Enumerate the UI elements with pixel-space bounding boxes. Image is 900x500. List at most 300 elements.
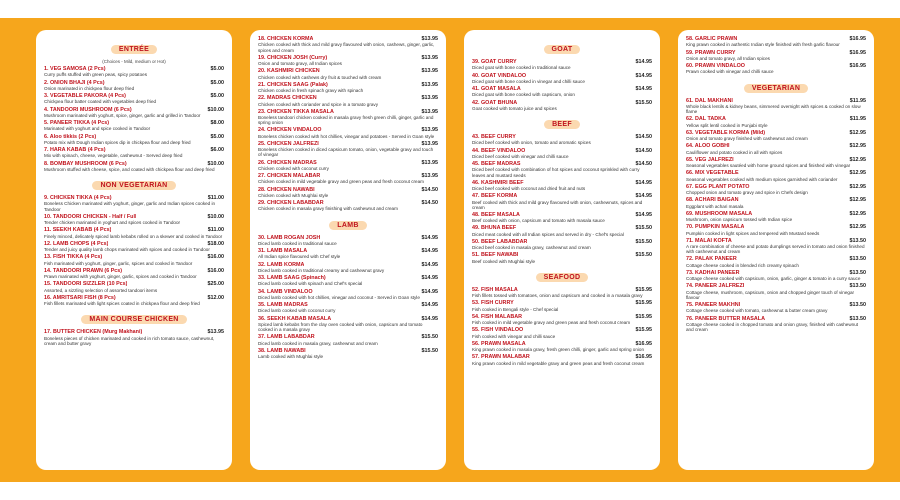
menu-item-description: Boneless Chicken marinated with yoghurt, ginger, garlic and Indian spices cooked in Tandoor: [44, 201, 216, 212]
menu-item-description: Diced beef cooked with vinegar and chilli sauce: [472, 153, 569, 159]
menu-item-name: 22. MADRAS CHICKEN: [258, 95, 317, 102]
menu-item-name: 26. CHICKEN MADRAS: [258, 159, 317, 166]
menu-item: [44, 66, 224, 78]
menu-item-description: Diced goat with bone cooked in vinegar and chilli sauce: [472, 78, 585, 84]
section-heading: [44, 174, 224, 192]
menu-item-description: Diced goat with bone cooked in traditional sauce: [472, 65, 571, 71]
menu-item-price: $14.95: [421, 275, 438, 282]
menu-item: [472, 73, 652, 85]
menu-item-description: Onion and tomato gravy, all Indian spices: [258, 61, 342, 66]
menu-item-price: $15.95: [635, 327, 652, 334]
menu-item-description: Diced goat with bone cooked with capsicum, onion: [472, 92, 575, 98]
menu-item: [472, 180, 652, 192]
menu-item: [686, 270, 866, 282]
menu-item-price: $15.50: [635, 238, 652, 245]
menu-item-description: Chicken cooked with thick and mild gravy flavoured with onion, cashews, ginger, garlic, spices and cream: [258, 42, 435, 53]
menu-item-description: Mushroom stuffed with cheese, spice, and coated with chickpea flour and deep fried: [44, 166, 215, 172]
menu-item: [472, 300, 652, 312]
menu-item-name: 51. BEEF NAWABI: [472, 252, 519, 259]
menu-item-price: $14.95: [421, 261, 438, 268]
menu-item-name: 19. CHICKEN JOSH (Curry): [258, 54, 328, 61]
menu-item-description: Fish cooked in Bengali style - Chef special: [472, 306, 559, 312]
menu-item-description: Boneless chicken cooked with hot chillies, vinegar and potatoes - Served in Goan style: [258, 133, 435, 139]
menu-item-price: $25.00: [207, 281, 224, 288]
menu-item: [44, 241, 224, 253]
menu-item-name: 54. FISH MALABAR: [472, 313, 523, 320]
menu-item-price: $14.50: [421, 200, 438, 207]
menu-item: [44, 93, 224, 105]
menu-item-price: $16.95: [849, 36, 866, 42]
menu-item-description: Diced beef cooked with combination of hot spices and coconut sprinkled with curry leaves and mustard seeds: [472, 167, 640, 178]
menu-item-name: 34. LAMB VINDALOO: [258, 288, 313, 295]
menu-item-price: $12.95: [849, 224, 866, 231]
menu-item-description: Mushroom, onion capsicum tossed with Indian spice: [686, 217, 793, 222]
menu-item-name: 75. PANEER MAKHNI: [686, 302, 741, 309]
menu-item-name: 11. SEEKH KABAB (4 Pcs): [44, 227, 112, 234]
section-heading: [258, 214, 438, 232]
menu-item-description: Potato mix with Dough Indian spices dip in chickpea flour and deep fried: [44, 139, 191, 145]
menu-item: [258, 95, 438, 107]
menu-item-description: King prawn cooked in authentic Indian style finished with fresh garlic flavour: [686, 42, 840, 48]
menu-item-name: 36. SEEKH KABAB MASALA: [258, 315, 332, 322]
menu-item-description: All Indian spice flavoured with Chef style: [258, 254, 341, 260]
menu-item-name: 64. ALOO GOBHI: [686, 143, 730, 150]
menu-item-price: $5.00: [210, 79, 224, 86]
menu-item: [472, 341, 652, 353]
menu-item-price: $14.95: [635, 59, 652, 65]
menu-item-name: 14. TANDOORI PRAWN (6 Pcs): [44, 267, 123, 274]
menu-item-description: Mushroom marinated with yoghurt, spice, ginger, garlic and grilled in Tandoor: [44, 112, 201, 118]
menu-item: [44, 107, 224, 119]
menu-item: [44, 254, 224, 266]
menu-item-price: $10.00: [207, 213, 224, 220]
menu-item-name: 60. PRAWN VINDALOO: [686, 63, 746, 69]
menu-item-name: 28. CHICKEN NAWABI: [258, 186, 315, 193]
menu-item: [258, 289, 438, 301]
menu-item-name: 47. BEEF KORMA: [472, 193, 518, 200]
menu-item: [686, 302, 866, 314]
menu-item-price: $14.50: [635, 161, 652, 167]
menu-item-name: 40. GOAT VINDALOO: [472, 72, 527, 79]
menu-item-description: Cottage cheese cooked with capsicum, onion, garlic, ginger & tomato in a curry sauce: [686, 276, 861, 282]
menu-item: [686, 63, 866, 75]
menu-item-price: $16.00: [207, 267, 224, 274]
menu-item-price: $13.95: [421, 95, 438, 102]
menu-item-name: 76. PANEER BUTTER MASALA: [686, 315, 765, 322]
menu-item-price: $14.95: [421, 288, 438, 295]
menu-item-name: 63. VEGETABLE KORMA (Mild): [686, 129, 766, 136]
menu-item-price: $13.50: [849, 302, 866, 309]
menu-item: [472, 314, 652, 326]
menu-item: [686, 184, 866, 196]
menu-item: [472, 212, 652, 224]
menu-item: [258, 36, 438, 53]
section-heading: [472, 113, 652, 131]
menu-item-price: $12.95: [849, 143, 866, 150]
menu-item: [44, 147, 224, 159]
menu-item: [44, 268, 224, 280]
menu-panel-2: [250, 30, 446, 470]
menu-item: [258, 235, 438, 247]
menu-item-price: $15.50: [635, 99, 652, 106]
menu-item: [258, 109, 438, 126]
menu-item-description: Diced beef cooked with coconut and dried fruit and nuts: [472, 186, 586, 191]
menu-item-name: 5. PANEER TIKKA (4 Pcs): [44, 120, 109, 126]
menu-item-name: 7. HARA KABAB (4 Pcs): [44, 147, 106, 153]
menu-item-price: $5.00: [210, 93, 224, 99]
section-title: LAMB: [329, 221, 366, 230]
menu-item: [258, 316, 438, 333]
menu-item-price: $15.50: [421, 334, 438, 341]
menu-item-description: Chicken cooked with coriander and spice in a tomato gravy: [258, 101, 379, 107]
menu-item-price: $14.95: [421, 248, 438, 255]
menu-item-name: 6. Aloo tikkis (2 Pcs): [44, 133, 97, 140]
menu-item-name: 46. KASHMIRI BEEF: [472, 179, 524, 186]
menu-item-name: 24. CHICKEN VINDALOO: [258, 127, 322, 134]
menu-item: [258, 302, 438, 314]
menu-item-description: Beef cooked with Mughlai style: [472, 258, 536, 264]
menu-item-description: Tender chicken marinated in yoghurt and spices cooked in Tandoor: [44, 220, 181, 225]
menu-item-name: 72. PALAK PANEER: [686, 256, 737, 263]
menu-item-price: $14.95: [635, 86, 652, 92]
menu-item-name: 13. FISH TIKKA (4 Pcs): [44, 254, 103, 261]
menu-item-price: $11.00: [207, 195, 224, 201]
menu-item: [686, 143, 866, 155]
menu-item-description: Onion and tomato gravy finished with cashewnut and cream: [686, 136, 808, 141]
menu-item: [686, 116, 866, 128]
menu-item-name: 71. MALAI KOFTA: [686, 237, 732, 244]
menu-item-price: $6.00: [210, 147, 224, 153]
menu-item-description: Fish fillets tossed with tomatoes, onion and capsicum and cooked in a masala gravy: [472, 293, 643, 299]
menu-item-name: 39. GOAT CURRY: [472, 59, 517, 65]
menu-item-price: $12.95: [849, 156, 866, 163]
menu-item-name: 61. DAL MAKHANI: [686, 97, 733, 104]
menu-item-name: 32. LAMB KORMA: [258, 261, 305, 268]
menu-item-price: $12.00: [207, 294, 224, 301]
menu-item-name: 12. LAMB CHOPS (4 Pcs): [44, 240, 109, 247]
section-heading: [44, 38, 224, 56]
section-title: GOAT: [544, 45, 581, 54]
menu-item-name: 58. GARLIC PRAWN: [686, 36, 738, 42]
menu-item-name: 31. LAMB MASALA: [258, 248, 308, 255]
menu-item-name: 66. MIX VEGETABLE: [686, 170, 739, 177]
menu-item-description: Prawn cooked with vinegar and chilli sauce: [686, 69, 774, 75]
menu-item-name: 37. LAMB LABABDAR: [258, 334, 315, 341]
menu-item-name: 70. PUMPKIN MASALA: [686, 224, 745, 231]
menu-item-price: $13.50: [849, 269, 866, 276]
menu-item-name: 1. VEG SAMOSA (2 Pcs): [44, 66, 106, 72]
menu-item-description: Seasonal vegetables sautéed with home ground spices and finished with vinegar: [686, 163, 851, 168]
menu-item: [44, 227, 224, 239]
menu-item-price: $10.00: [207, 160, 224, 167]
menu-item-price: $15.95: [635, 300, 652, 307]
menu-item: [686, 130, 866, 142]
menu-item-price: $13.50: [849, 283, 866, 290]
menu-item-name: 50. BEEF LABABDAR: [472, 238, 528, 245]
menu-item-description: Spiced lamb kebabs from the clay oven cooked with onion, capsicum and tomato cooked in a masala gravy: [258, 321, 423, 333]
menu-item-price: $14.50: [421, 186, 438, 193]
menu-item-price: $16.95: [635, 354, 652, 361]
menu-item-price: $13.95: [421, 81, 438, 88]
menu-item-name: 23. CHICKEN TIKKA MASALA: [258, 108, 334, 115]
menu-item: [472, 193, 652, 210]
menu-item-name: 74. PANEER JALFREZI: [686, 283, 745, 290]
menu-item-description: Diced lamb cooked with coconut curry: [258, 308, 336, 314]
menu-item-description: Whole black lentils & kidney beans, simmered overnight with spices & cooked on slow flame: [686, 103, 861, 114]
menu-item-description: Fish fillets marinated with light spices coated in chickpea flour and deep fried: [44, 301, 200, 306]
menu-item-description: Beef cooked with thick and mild gravy flavoured with onion, cashewnuts, spices and cream: [472, 199, 643, 210]
menu-item-name: 42. GOAT BHUNA: [472, 99, 518, 106]
menu-item-price: $13.95: [421, 36, 438, 42]
menu-item: [686, 50, 866, 62]
menu-item-description: Diced lamb cooked with hot chillies, vinegar and coconut - Served in Goan style: [258, 294, 420, 300]
menu-item-price: $11.95: [849, 97, 866, 104]
menu-item: [258, 55, 438, 67]
menu-item-description: Chickpea flour batter coated with vegetables deep fried: [44, 99, 157, 105]
menu-item: [686, 211, 866, 223]
menu-item-name: 33. LAMB SAAG (Spinach): [258, 275, 326, 282]
menu-item: [258, 82, 438, 94]
menu-item-description: Chicken cooked with coconut curry: [258, 165, 329, 171]
menu-item-price: $10.00: [207, 106, 224, 113]
menu-item-price: $14.95: [421, 234, 438, 241]
menu-item-description: Diced lamb cooked with spinach and Chef's special: [258, 281, 363, 287]
menu-item-price: $5.00: [210, 133, 224, 140]
menu-item: [686, 197, 866, 209]
menu-item-price: $13.95: [421, 68, 438, 75]
menu-item-description: King prawn cooked in mild vegetable gravy and green peas and fresh coconut cream: [472, 360, 645, 366]
menu-item: [258, 127, 438, 139]
menu-item-price: $16.95: [849, 49, 866, 56]
menu-item-name: 3. VEGETABLE PAKORA (4 Pcs): [44, 93, 126, 99]
menu-item-description: Cauliflower and potato cooked in all with spices: [686, 149, 783, 155]
menu-item: [686, 98, 866, 115]
section-title: NON VEGETARIAN: [92, 181, 175, 190]
menu-item-description: King prawn cooked in masala gravy, fresh green chilli, ginger, garlic and spring onion: [472, 347, 645, 353]
menu-item-name: 10. TANDOORI CHICKEN - Half / Full: [44, 213, 137, 220]
menu-item-name: 48. BEEF MASALA: [472, 211, 520, 218]
menu-item-name: 49. BHUNA BEEF: [472, 225, 517, 232]
menu-item-price: $13.95: [421, 159, 438, 166]
menu-item: [44, 161, 224, 173]
section-note: (Choices - Mild, medium or Hot): [102, 59, 166, 64]
section-heading: [686, 77, 866, 95]
menu-item-description: Lamb cooked with Mughlai style: [258, 354, 324, 360]
menu-item-price: $15.50: [635, 225, 652, 232]
menu-item-description: Chicken cooked with cashews dry fruit & touched with cream: [258, 74, 382, 80]
menu-item-description: Diced beef cooked with onion, tomato and aromatic spices: [472, 140, 591, 146]
menu-item-description: Chicken cooked with Mughlai style: [258, 192, 329, 198]
menu-item-price: $16.00: [207, 254, 224, 261]
menu-item-price: $12.95: [849, 210, 866, 217]
menu-item-name: 41. GOAT MASALA: [472, 86, 521, 92]
menu-item-name: 27. CHICKEN MALABAR: [258, 173, 321, 180]
menu-item: [686, 283, 866, 300]
menu-item-description: Goat cooked with tomato juice and spices: [472, 105, 557, 111]
menu-item-price: $13.95: [421, 127, 438, 134]
menu-item: [258, 334, 438, 346]
menu-item: [258, 248, 438, 260]
menu-item: [686, 157, 866, 169]
menu-item: [258, 141, 438, 158]
menu-item: [258, 262, 438, 274]
menu-item-description: Eggplant with achari masala: [686, 203, 744, 209]
menu-item-name: 73. KADHAI PANEER: [686, 269, 740, 276]
menu-item: [472, 327, 652, 339]
menu-item-price: $11.00: [207, 227, 224, 234]
menu-item-name: 56. PRAWN MASALA: [472, 340, 526, 347]
menu-item-name: 55. FISH VINDALOO: [472, 327, 524, 334]
menu-item-price: $15.95: [635, 286, 652, 293]
menu-item: [258, 187, 438, 199]
menu-item-price: $14.50: [635, 147, 652, 154]
menu-item-description: Diced lamb cooked in traditional creamy and cashewnut gravy: [258, 267, 385, 273]
menu-item-name: 68. ACHARI BAIGAN: [686, 197, 739, 204]
menu-item-description: Boneless chicken cooked in diced capsicum tomato, onion, vegetable gravy and touch of vinegar: [258, 147, 434, 158]
menu-item: [258, 348, 438, 360]
menu-item-description: A rare combination of cheese and potato dumplings served in tomato and onion finished with cashewnut and cream: [686, 244, 865, 255]
menu-item-name: 2. ONION BHAJI (4 Pcs): [44, 79, 105, 86]
menu-item-description: Boneless tandoori chicken cooked in masala gravy fresh green chilli, ginger, garlic and spring onion: [258, 115, 434, 126]
menu-panel-4: [678, 30, 874, 470]
menu-item-name: 62. DAL TADKA: [686, 116, 726, 123]
section-heading: [472, 266, 652, 284]
menu-item-name: 16. AMRITSARI FISH (8 Pcs): [44, 294, 116, 301]
menu-item-price: $13.95: [421, 54, 438, 61]
menu-item-description: Curry puffs stuffed with green peas, spicy potatoes: [44, 72, 147, 78]
menu-item-name: 30. LAMB ROGAN JOSH: [258, 234, 321, 241]
menu-item: [472, 148, 652, 160]
menu-item-price: $12.95: [849, 183, 866, 190]
menu-item: [472, 134, 652, 146]
menu-item-description: Mix with spinach, cheese, vegetable, cashewnut - Served deep fried: [44, 153, 183, 159]
menu-item-description: Beef cooked with onion, capsicum and tomato with masala sauce: [472, 218, 605, 224]
menu-item-description: Seasonal vegetables cooked with medium spices garnished with coriander: [686, 176, 838, 182]
menu-panel-1: [36, 30, 232, 470]
menu-item-price: $15.50: [421, 347, 438, 354]
menu-item: [472, 287, 652, 299]
menu-item-price: $12.95: [849, 197, 866, 204]
menu-item-name: 21. CHICKEN SAAG (Palak): [258, 81, 328, 88]
menu-item-price: $16.95: [635, 340, 652, 347]
menu-item-price: $12.95: [849, 170, 866, 177]
menu-item-name: 38. LAMB NAWABI: [258, 347, 306, 354]
menu-item: [258, 173, 438, 185]
menu-item: [686, 170, 866, 182]
menu-item: [472, 100, 652, 112]
menu-item-price: $14.95: [635, 211, 652, 218]
menu-item-description: Chicken cooked in mild vegetable gravy and green peas and fresh coconut cream: [258, 179, 424, 185]
menu-item-price: $14.95: [635, 179, 652, 186]
menu-item-name: 8. BOMBAY MUSHROOM (6 Pcs): [44, 160, 127, 167]
menu-item-name: 57. PRAWN MALABAR: [472, 354, 530, 361]
menu-item-description: Fish marinated with yoghurt, ginger, garlic, spices and cooked in Tandoor: [44, 260, 193, 266]
menu-item-description: Fish cooked with vinegar and chilli sauce: [472, 333, 556, 339]
menu-item-description: Yellow split lentil cooked in Punjabi style: [686, 122, 768, 128]
menu-item: [472, 86, 652, 98]
menu-item-description: Cottage cheese, mushroom, capsicum, onion and chopped ginger touch of vinegar flavour: [686, 289, 855, 300]
menu-item-name: 45. BEEF MADRAS: [472, 161, 521, 167]
menu-item-description: Chicken cooked in masala gravy finishing with cashewnut and cream: [258, 206, 398, 212]
menu-item: [258, 160, 438, 172]
section-heading: [472, 38, 652, 56]
menu-item-description: Onion and tomato gravy, all Indian spices: [686, 55, 770, 61]
menu-item: [44, 195, 224, 212]
menu-item-name: 67. EGG PLANT POTATO: [686, 183, 750, 190]
menu-item: [686, 316, 866, 333]
menu-item-description: Fish cooked in mild vegetable gravy and green peas and fresh coconut cream: [472, 320, 631, 326]
menu-item-price: $14.95: [421, 315, 438, 322]
menu-item-name: 65. VEG JALFREZI: [686, 156, 734, 163]
menu-item-description: Tender and juicy quality lamb chops marinated with spices and cooked in Tandoor: [44, 247, 210, 252]
menu-item-price: $13.95: [421, 173, 438, 180]
menu-item: [44, 329, 224, 346]
menu-item-name: 18. CHICKEN KORMA: [258, 36, 314, 42]
menu-item: [44, 80, 224, 92]
menu-item-description: Cottage cheese cooked in blended rich creamy spinach: [686, 262, 799, 268]
menu-item-price: $13.95: [421, 140, 438, 147]
menu-item-name: 15. TANDOORI SIZZLER (10 Pcs): [44, 281, 128, 288]
menu-item-description: Diced beef cooked in masala gravy, cashewnut and cream: [472, 245, 591, 251]
menu-item: [472, 252, 652, 264]
menu-item-price: $11.95: [849, 116, 866, 123]
menu-item: [258, 68, 438, 80]
menu-item-description: Boneless pieces of chicken marinated and cooked in rich tomato sauce, cashewnut, cream and butter gravy: [44, 335, 215, 346]
menu-item-name: 52. FISH MASALA: [472, 286, 518, 293]
menu-item-description: Diced lamb cooked in masala gravy, cashewnut and cream: [258, 340, 378, 346]
menu-item: [472, 354, 652, 366]
menu-item-name: 20. KASHMIRI CHICKEN: [258, 68, 320, 75]
menu-item-name: 69. MUSHROOM MASALA: [686, 210, 753, 217]
menu-item-name: 25. CHICKEN JALFREZI: [258, 140, 319, 147]
menu-panel-3: [464, 30, 660, 470]
menu-item: [44, 134, 224, 146]
menu-item-name: 35. LAMB MADRAS: [258, 302, 308, 309]
menu-item-description: Chicken cooked in fresh spinach gravy with spinach: [258, 88, 364, 93]
menu-item-description: Cottage cheese cooked in chopped tomato and onion gravy, finished with cashewnut and cream: [686, 321, 859, 333]
menu-item: [686, 36, 866, 48]
menu-item: [44, 281, 224, 293]
menu-item-description: Assorted, a sizzling selection of assorted tandoori items: [44, 287, 158, 293]
menu-item-price: $13.95: [207, 329, 224, 336]
menu-item-price: $18.00: [207, 240, 224, 247]
menu-item-price: $13.50: [849, 315, 866, 322]
menu-item-description: Cottage cheese cooked with tomato, cashewnut & butter cream gravy: [686, 308, 828, 314]
section-title: MAIN COURSE CHICKEN: [81, 315, 186, 324]
menu-item: [686, 256, 866, 268]
menu-item-price: $14.95: [635, 193, 652, 200]
section-title: BEEF: [544, 120, 580, 129]
menu-item-name: 44. BEEF VINDALOO: [472, 147, 526, 154]
menu-item-price: $16.95: [849, 63, 866, 69]
menu-item: [472, 225, 652, 237]
menu-item-price: $13.50: [849, 237, 866, 244]
menu-item-description: Chopped onion and tomato gravy and spice in Chefs design: [686, 190, 808, 195]
menu-item-description: Diced meat cooked with all Indian spices and served in dry - Chef's special: [472, 231, 624, 237]
menu-item-name: 4. TANDOORI MUSHROOM (6 Pcs): [44, 106, 132, 113]
menu-item-description: Marinated with yoghurt and spice cooked in Tandoor: [44, 126, 151, 132]
menu-item: [258, 200, 438, 212]
menu-item-price: $15.50: [635, 252, 652, 259]
menu-item: [472, 59, 652, 71]
menu-item: [472, 161, 652, 178]
menu-item: [44, 295, 224, 307]
menu-item: [44, 120, 224, 132]
section-title: VEGETARIAN: [744, 84, 808, 93]
menu-item-price: $5.00: [210, 66, 224, 72]
menu-item-name: 43. BEEF CURRY: [472, 134, 516, 140]
section-title: SEAFOOD: [536, 273, 589, 282]
